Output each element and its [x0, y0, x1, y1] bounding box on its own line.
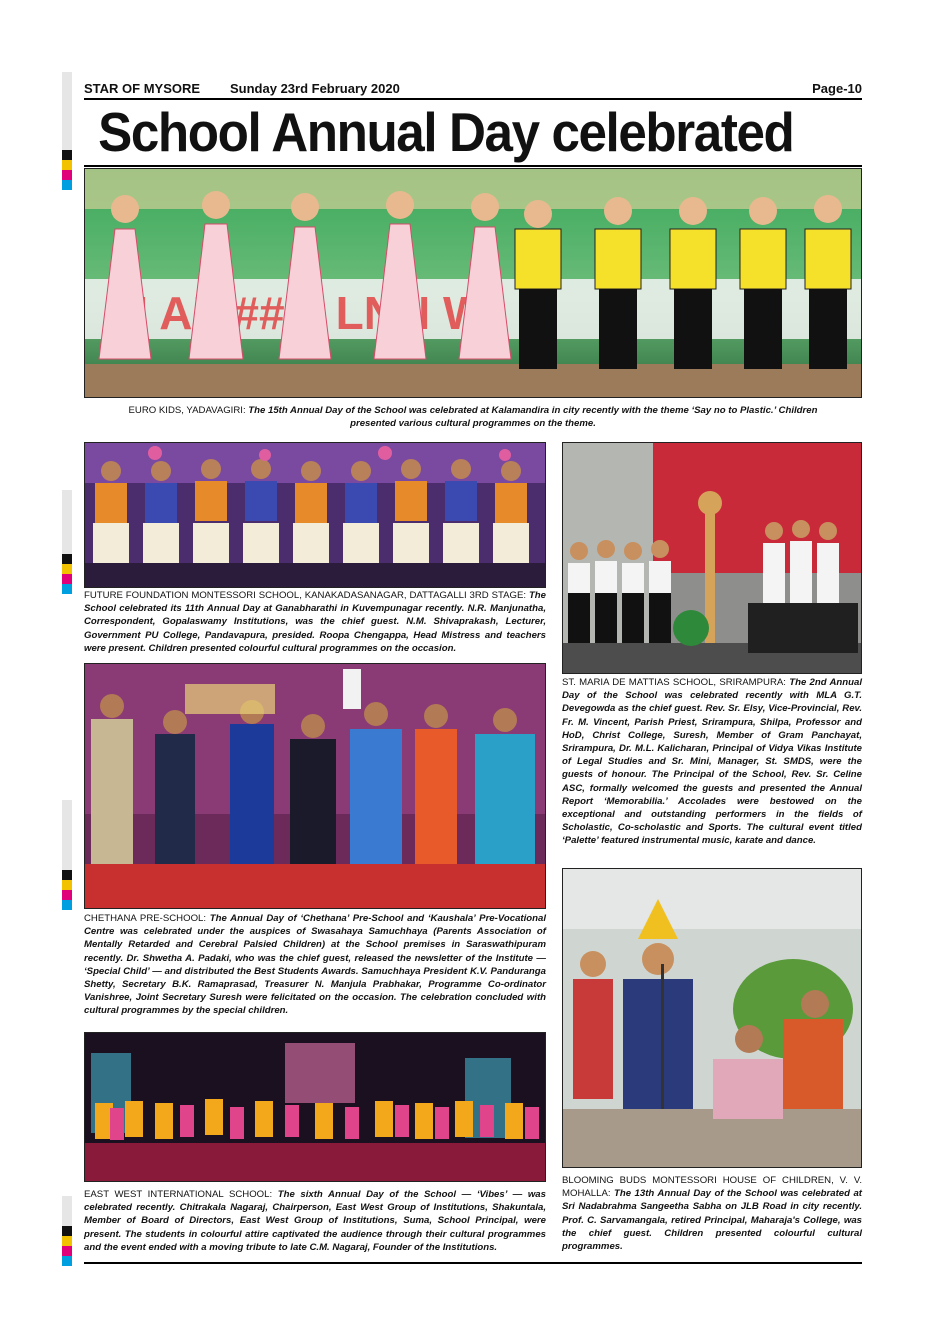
photo-chethana-image: [85, 664, 546, 909]
page-number: Page-10: [812, 81, 862, 96]
publication-name: STAR OF MYSORE: [84, 81, 201, 96]
photo-chethana: [84, 663, 546, 909]
headline-rule: [84, 165, 862, 167]
photo-east-west-image: [85, 1033, 546, 1182]
registration-mark-bottom: [62, 1196, 72, 1266]
photo-st-maria: [562, 442, 862, 674]
photo-future-foundation-image: [85, 443, 546, 588]
photo-st-maria-image: [563, 443, 862, 674]
caption-future-foundation: FUTURE FOUNDATION MONTESSORI SCHOOL, KANAKADASANAGAR, DATTAGALLI 3RD STAGE: The School celebrated its 11th Annual Day at Ganabharathi in Kuvempunagar recently. N.R. Manjunatha, Correspondent, Gopalaswamy Institutions, was the chief guest. N.M. Shivaprakash, Lecturer, Government PU College, Pandavapura, presided. Roopa Chengappa, Head Mistress and teachers were present. Children presented colourful cultural programmes on the occasion.: [84, 590, 546, 654]
photo-future-foundation: [84, 442, 546, 588]
photo-east-west: [84, 1032, 546, 1182]
page-header: [84, 80, 862, 98]
registration-mark-top: [62, 72, 72, 190]
registration-mark-mid2: [62, 800, 72, 910]
photo-euro-kids: [84, 168, 862, 398]
caption-blooming-buds: BLOOMING BUDS MONTESSORI HOUSE OF CHILDREN, V. V. MOHALLA: The 13th Annual Day of the School was celebrated at Sri Nadabrahma Sangeetha Sabha on JLB Road in city recently. Prof. C. Sarvamangala, retired Principal, Maharaja's College, was the chief guest. Children presented colourful cultural programmes.: [562, 1175, 862, 1253]
caption-st-maria: ST. MARIA DE MATTIAS SCHOOL, SRIRAMPURA: The 2nd Annual Day of the School was celebrated recently with MLA G.T. Devegowda as the chief guest. Rev. Sr. Elsy, Vice-Provincial, Rev. Fr. M. Vincent, Parish Priest, Srirampura, Shilpa, Professor and HoD, Christ College, Suresh, Member of Gram Panchayat, Srirampura, Dr. M.L. Kalicharan, Principal of Vidya Vikas Institute of Legal Studies and Sr. Mini, Manager, St. SMDS, were the guests of honour. The Principal of the School, Rev. Sr. Celine ASC, formally welcomed the guests and presented the Annual Report ‘Memorabilia.’ Accolades were bestowed on the exceptional and outstanding performers in the fields of Scholastic, Co-scholastic and Sports. The cultural event titled ‘Palette’ featured instrumental music, karate and dance.: [562, 677, 862, 847]
photo-blooming-buds-image: [563, 869, 862, 1168]
svg-text:N AF ##M LNN W: AF ##M: [159, 287, 323, 339]
registration-mark-mid1: [62, 490, 72, 594]
photo-euro-kids-image: [85, 169, 862, 398]
photo-blooming-buds: [562, 868, 862, 1168]
caption-chethana: CHETHANA PRE-SCHOOL: The Annual Day of ‘Chethana’ Pre-School and ‘Kaushala’ Pre-Vocational Centre was celebrated under the auspices of Swasahaya Samuchhaya (Parents Association of Mentally Retarded and Cerebral Palsied Children) at the School premises in Saraswathipuram recently. Dr. Shwetha A. Padaki, who was the chief guest, released the newsletter of the Institute — ‘Special Child’ — and distributed the Best Students Awards. Samuchhaya President K.V. Panduranga Shetty, Secretary B.K. Ramaprasad, Treasurer N. Manjula Prabhakar, Programme Co-ordinator Vanishree, Joint Secretary Suresh were felicitated on the occasion. The celebration concluded with cultural programmes by the special children.: [84, 913, 546, 1017]
issue-date: Sunday 23rd February 2020: [230, 81, 400, 96]
caption-east-west: EAST WEST INTERNATIONAL SCHOOL: The sixth Annual Day of the School — ‘Vibes’ — was celebrated recently. Chitrakala Nagaraj, Chairperson, East West Group of Institutions, Shakuntala, Member of Board of Directors, East West Group of Institutions, Suma, School Principal, were present. The students in colourful attire captivated the audience through their cultural programmes and the event ended with a moving tribute to late C.M. Nagaraj, Founder of the Institutions.: [84, 1189, 546, 1253]
caption-euro-kids: EURO KIDS, YADAVAGIRI: The 15th Annual Day of the School was celebrated at Kalamandira in city recently with the theme ‘Say no to Plastic.’ Children presented various cultural programmes on the theme.: [128, 405, 818, 430]
footer-rule: [84, 1262, 862, 1264]
page-headline: School Annual Day celebrated: [98, 101, 794, 163]
